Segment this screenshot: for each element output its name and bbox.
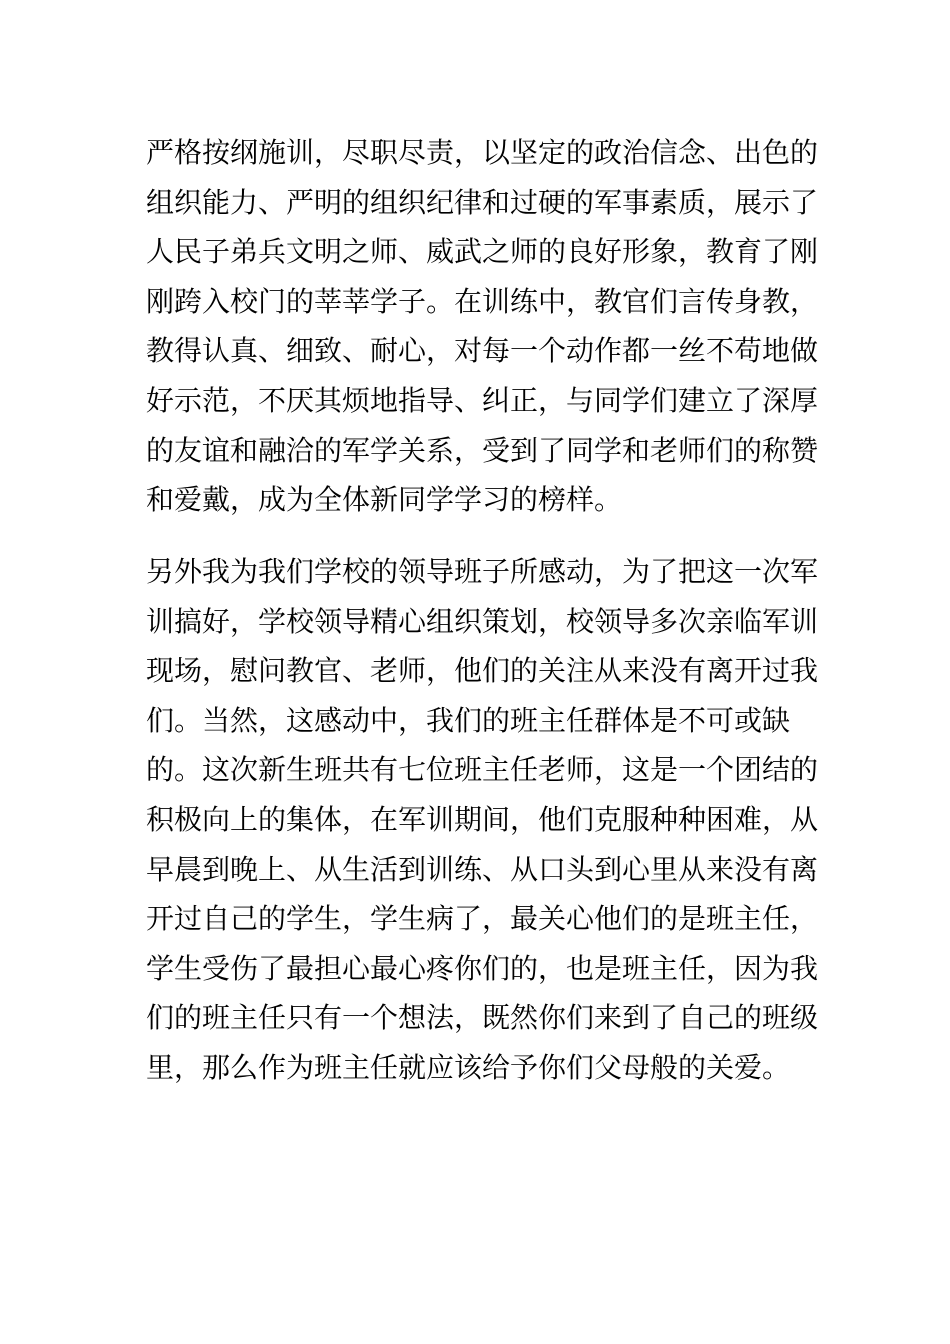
body-paragraph-1: 严格按纲施训，尽职尽责，以坚定的政治信念、出色的组织能力、严明的组织纪律和过硬的军事素质，展示了人民子弟兵文明之师、威武之师的良好形象，教育了刚刚跨入校门的莘莘学子。在训练中，教官们言传身教，教得认真、细致、耐心，对每一个动作都一丝不苟地做好示范，不厌其烦地指导、纠正，与同学们建立了深厚的友谊和融洽的军学关系，受到了同学和老师们的称赞和爱戴，成为全体新同学学习的榜样。 xyxy=(146,136,819,517)
body-paragraph-2: 另外我为我们学校的领导班子所感动，为了把这一次军训搞好，学校领导精心组织策划，校领导多次亲临军训现场，慰问教官、老师，他们的关注从来没有离开过我们。当然，这感动中，我们的班主任群体是不可或缺的。这次新生班共有七位班主任老师，这是一个团结的积极向上的集体，在军训期间，他们克服种种困难，从早晨到晚上、从生活到训练、从口头到心里从来没有离开过自己的学生，学生病了，最关心他们的是班主任，学生受伤了最担心最心疼你们的，也是班主任，因为我们的班主任只有一个想法，既然你们来到了自己的班级里，那么作为班主任就应该给予你们父母般的关爱。 xyxy=(146,555,819,1084)
